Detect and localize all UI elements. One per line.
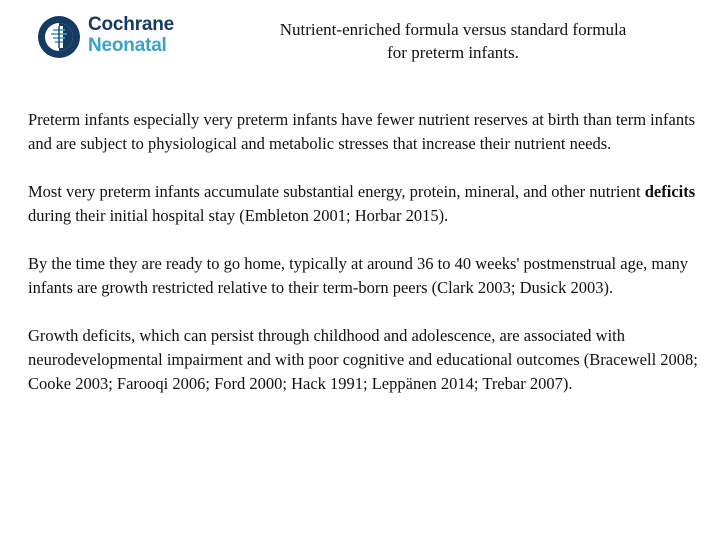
slide-title-line1: Nutrient-enriched formula versus standard formula	[279, 20, 627, 39]
cochrane-neonatal-logo	[36, 12, 186, 60]
logo-line-neonatal: Neonatal	[88, 35, 167, 56]
paragraph-deficits-text-before: Most very preterm infants accumulate substantial energy, protein, mineral, and other nutrient	[28, 182, 645, 201]
paragraph-growth-deficits-outcomes: Growth deficits, which can persist through childhood and adolescence, are associated with neurodevelopmental impairment and with poor cognitive and educational outcomes (Bracewell 2008; Cooke 2003; Farooqi 2006; Ford 2000; Hack 1991; Leppänen 2014; Trebar 2007).	[28, 326, 698, 393]
paragraph-nutrient-deficits	[28, 180, 712, 228]
paragraph-growth-restricted: By the time they are ready to go home, typically at around 36 to 40 weeks' postmenstrual age, many infants are growth restricted relative to their term-born peers (Clark 2003; Dusick 2003).	[28, 254, 689, 297]
logo-wordmark	[88, 14, 174, 56]
paragraph-deficits-text-after: during their initial hospital stay (Embleton 2001; Horbar 2015).	[28, 206, 449, 225]
deficits-emphasis: deficits	[644, 182, 696, 201]
paragraph-nutrient-reserves: Preterm infants especially very preterm infants have fewer nutrient reserves at birth than term infants and are subject to physiological and metabolic stresses that increase their nutrient needs.	[28, 110, 696, 153]
cochrane-logo-icon	[36, 14, 82, 60]
slide-title	[230, 18, 676, 64]
slide-body	[28, 108, 712, 420]
logo-line-cochrane: Cochrane	[88, 14, 175, 35]
slide-title-line2: for preterm infants.	[387, 43, 519, 62]
